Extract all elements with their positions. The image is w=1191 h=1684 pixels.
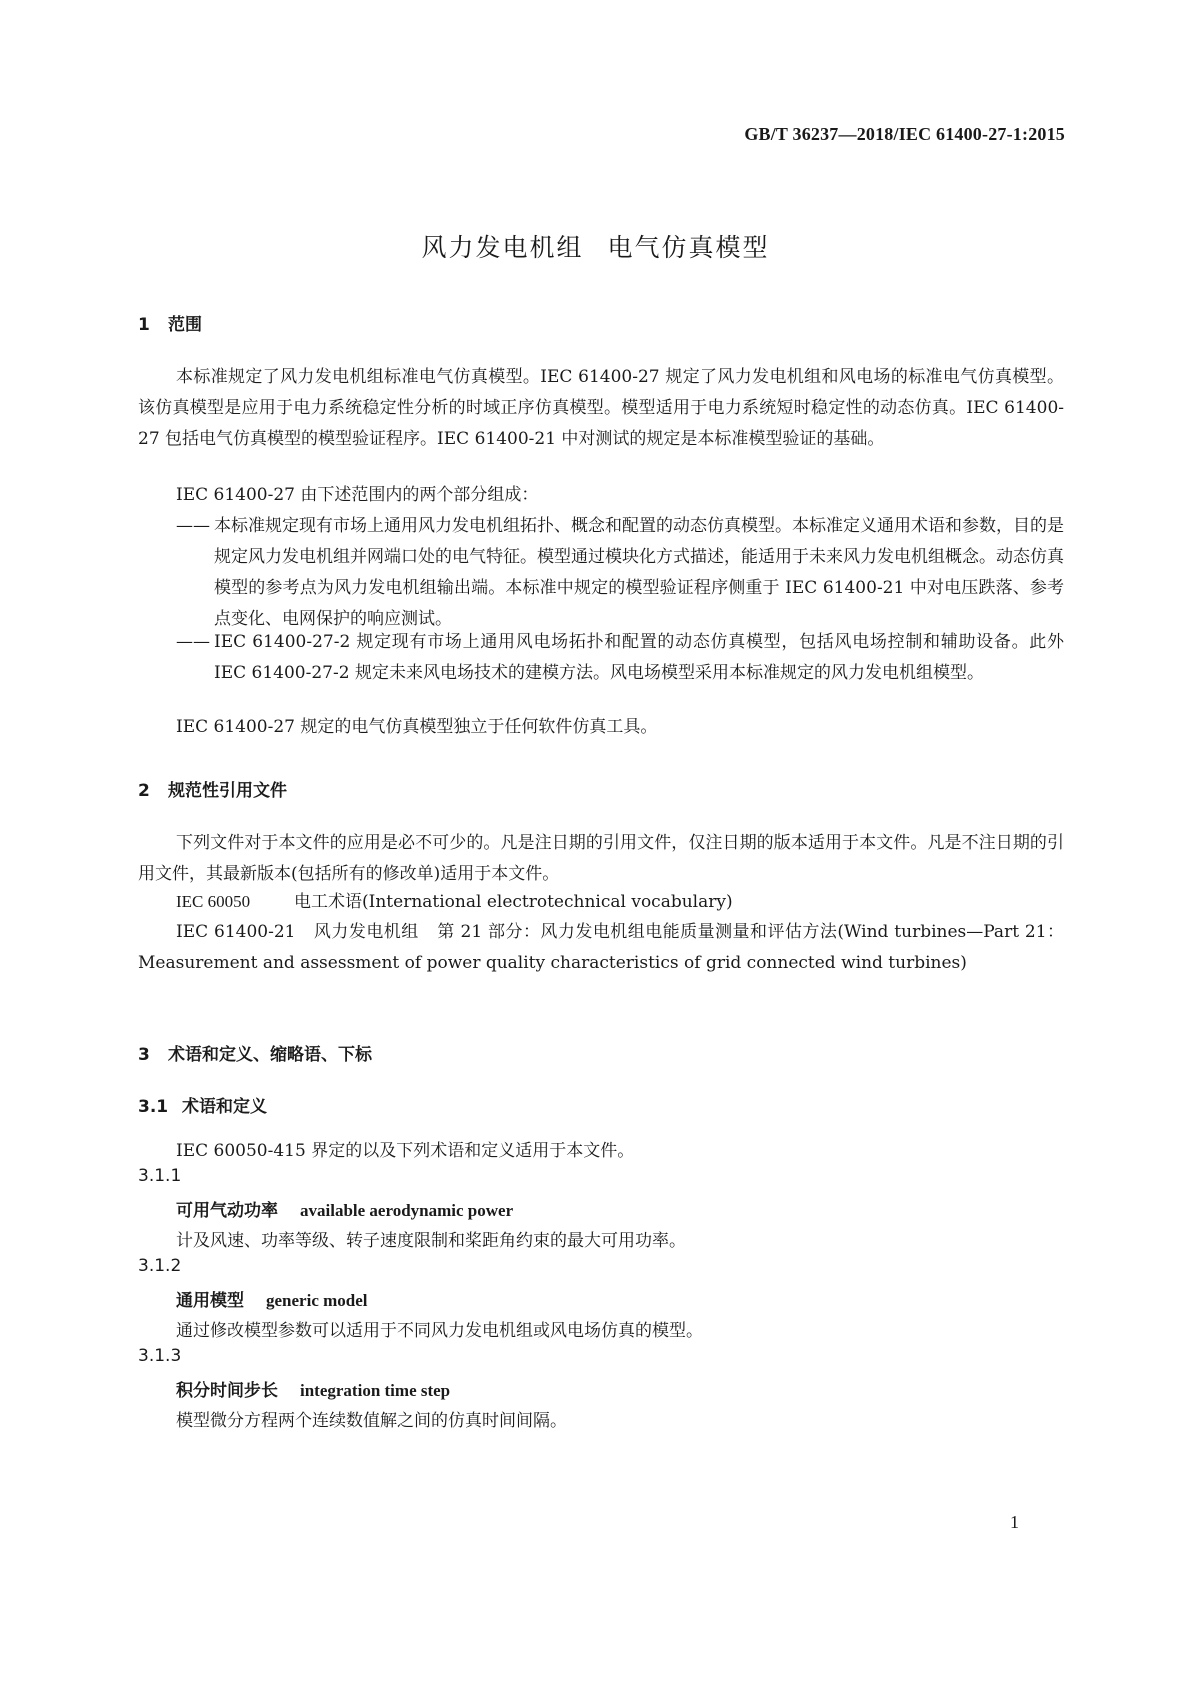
terms-intro: IEC 60050-415 界定的以及下列术语和定义适用于本文件。 <box>176 1141 635 1161</box>
reference-id: IEC 61400-21 <box>176 922 296 942</box>
term-heading <box>176 1196 513 1221</box>
term-definition: 通过修改模型参数可以适用于不同风力发电机组或风电场仿真的模型。 <box>176 1321 703 1341</box>
section-1-number: 1 <box>138 315 150 335</box>
reference-iec-61400-21 <box>138 917 1064 979</box>
term-zh: 积分时间步长 <box>176 1381 278 1401</box>
section-3-1-heading <box>138 1092 267 1117</box>
reference-part-1: 风力发电机组 <box>313 922 419 942</box>
list-item-text: 本标准规定现有市场上通用风力发电机组拓扑、概念和配置的动态仿真模型。本标准定义通用术语和参数，目的是规定风力发电机组并网端口处的电气特征。模型通过模块化方式描述，能适用于未来风力发电机组概念。动态仿真模型的参考点为风力发电机组输出端。本标准中规定的模型验证程序侧重于 IEC 61400-21 中对电压跌落、参考点变化、电网保护的响应测试。 <box>214 516 1064 629</box>
term-en: available aerodynamic power <box>300 1201 514 1220</box>
term-en: integration time step <box>300 1381 451 1400</box>
dash-marker: —— <box>176 516 210 536</box>
section-2-title: 规范性引用文件 <box>168 781 287 801</box>
section-1-title: 范围 <box>168 315 202 335</box>
term-heading <box>176 1376 450 1401</box>
section-1-heading <box>138 310 202 335</box>
section-3-title: 术语和定义、缩略语、下标 <box>168 1045 372 1065</box>
term-number: 3.1.1 <box>138 1166 182 1186</box>
title-part-1: 风力发电机组 <box>421 233 584 262</box>
reference-id: IEC 60050 <box>176 892 251 911</box>
section-3-1-number: 3.1 <box>138 1097 169 1117</box>
section-1-paragraph-3: IEC 61400-27 规定的电气仿真模型独立于任何软件仿真工具。 <box>176 717 658 737</box>
term-definition: 计及风速、功率等级、转子速度限制和桨距角约束的最大可用功率。 <box>176 1231 686 1251</box>
standard-code: GB/T 36237—2018/IEC 61400-27-1:2015 <box>744 124 1065 144</box>
section-3-1-title: 术语和定义 <box>182 1097 267 1117</box>
term-en: generic model <box>266 1291 368 1310</box>
title-part-2: 电气仿真模型 <box>607 233 770 262</box>
section-1-list-item-2 <box>176 627 1064 689</box>
section-1-paragraph-2: IEC 61400-27 由下述范围内的两个部分组成： <box>176 485 539 505</box>
section-3-heading <box>138 1040 372 1065</box>
term-number: 3.1.3 <box>138 1346 182 1366</box>
list-item-text: IEC 61400-27-2 规定现有市场上通用风电场拓扑和配置的动态仿真模型，包括风电场控制和辅助设备。此外 IEC 61400-27-2 规定未来风电场技术的建模方法。风电场模型采用本标准规定的风力发电机组模型。 <box>214 632 1064 683</box>
reference-text: 电工术语(International electrotechnical vocabulary) <box>294 892 733 912</box>
page-title <box>0 228 1191 264</box>
section-2-heading <box>138 776 287 801</box>
section-1-list-item-1 <box>176 511 1064 635</box>
section-1-paragraph-1: 本标准规定了风力发电机组标准电气仿真模型。IEC 61400-27 规定了风力发电机组和风电场的标准电气仿真模型。该仿真模型是应用于电力系统稳定性分析的时域正序仿真模型。模型适用于电力系统短时稳定性的动态仿真。IEC 61400-27 包括电气仿真模型的模型验证程序。IEC 61400-21 中对测试的规定是本标准模型验证的基础。 <box>138 367 1064 449</box>
term-zh: 通用模型 <box>176 1291 244 1311</box>
term-number: 3.1.2 <box>138 1256 182 1276</box>
page-number: 1 <box>1010 1512 1019 1532</box>
term-heading <box>176 1286 368 1311</box>
section-2-number: 2 <box>138 781 150 801</box>
reference-iec-60050 <box>176 886 1064 918</box>
section-2-paragraph-1: 下列文件对于本文件的应用是必不可少的。凡是注日期的引用文件，仅注日期的版本适用于本文件。凡是不注日期的引用文件，其最新版本(包括所有的修改单)适用于本文件。 <box>138 833 1064 884</box>
term-definition: 模型微分方程两个连续数值解之间的仿真时间间隔。 <box>176 1411 567 1431</box>
section-3-number: 3 <box>138 1045 150 1065</box>
term-zh: 可用气动功率 <box>176 1201 278 1221</box>
reference-part-2: 第 21 部分：风力发电机组电能质量测量和评估方法(Wind turbines—Part 21：Measurement and assessment of power quality characteristics of grid connected wind turbines) <box>138 922 1064 973</box>
dash-marker: —— <box>176 632 210 652</box>
